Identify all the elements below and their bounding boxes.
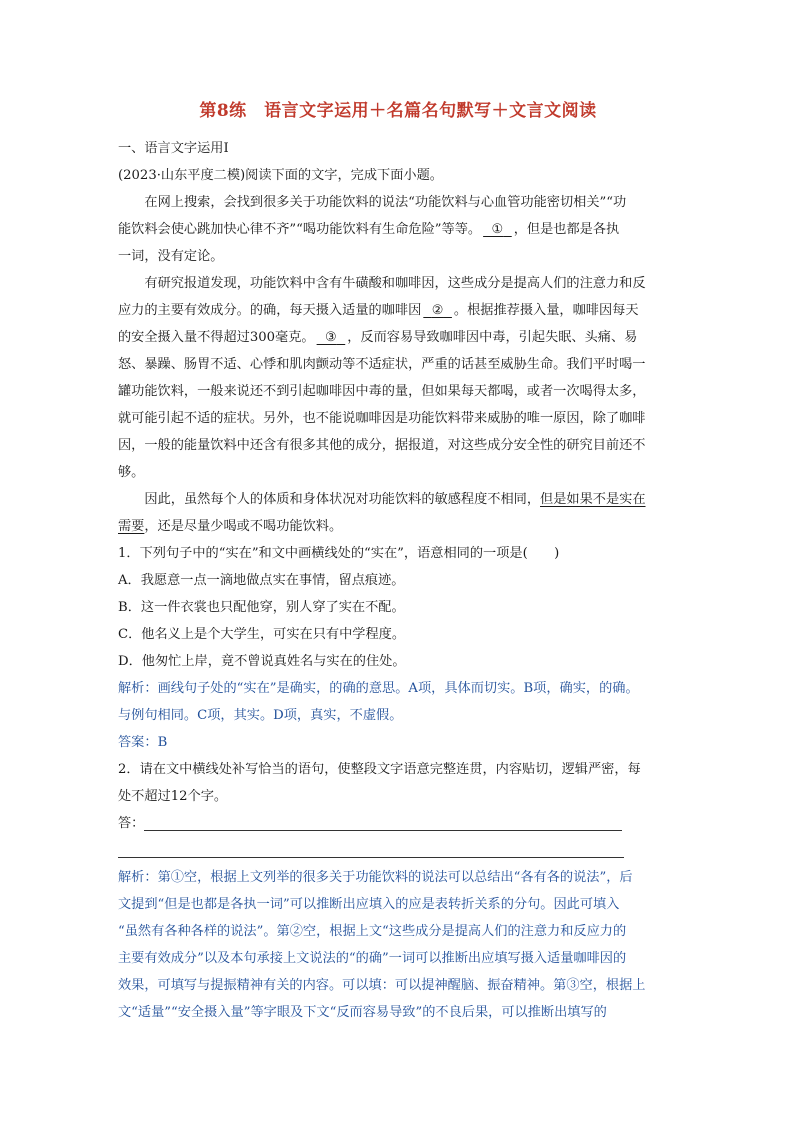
paragraph-2-line-8: 够。 xyxy=(118,465,145,480)
answer-blank-line-1 xyxy=(144,830,622,831)
question-2-analysis-line-2: 文提到“但是也都是各执一词”可以推断出应填入的应是表转折关系的分句。因此可填入 xyxy=(118,897,620,912)
paragraph-3-line-1 xyxy=(118,486,678,513)
question-2-stem-line-2: 处不超过12个字。 xyxy=(118,789,228,804)
paragraph-2-text: 应力的主要有效成分。的确，每天摄入适量的咖啡因 xyxy=(118,303,422,318)
question-2-analysis-line-6: 文“适量”“安全摄入量”等字眼及下文“反而容易导致”的不良后果，可以推断出填写的 xyxy=(118,1005,607,1020)
question-1-analysis-line-1 xyxy=(118,675,678,702)
question-2-analysis-line-5: 效果，可填写与提振精神有关的内容。可以填：可以提神醒脑、振奋精神。第③空，根据上 xyxy=(118,978,646,993)
blank-2-label: ② xyxy=(431,303,444,318)
question-2-stem-line-1: 2．请在文中横线处补写恰当的语句，使整段文字语意完整连贯，内容贴切，逻辑严密，每 xyxy=(118,762,641,777)
question-2-analysis-line-3: “虽然有各种各样的说法”。第②空，根据上文“这些成分是提高人们的注意力和反应力的 xyxy=(118,924,627,939)
page-title: 第8练 语言文字运用＋名篇名句默写＋文言文阅读 xyxy=(199,101,597,121)
answer-label: 答案： xyxy=(118,735,158,750)
blank-3-label: ③ xyxy=(325,330,337,345)
document-page xyxy=(118,96,678,1026)
paragraph-2-text-c: 的安全摄入量不得超过300毫克。 xyxy=(118,330,315,345)
question-2-answer-row xyxy=(118,810,678,837)
paragraph-2-line-6: 就可能引起不适的症状。另外，也不能说咖啡因是功能饮料带来威胁的唯一原因，除了咖啡 xyxy=(118,411,646,426)
paragraph-1-text: 能饮料会使心跳加快心律不齐”“喝功能饮料有生命危险”等等。 xyxy=(118,222,482,237)
paragraph-3-text-b: ，还是尽量少喝或不喝功能饮料。 xyxy=(144,519,343,534)
paragraph-1-text-b: ，但是也都是各执 xyxy=(513,222,620,237)
paragraph-3-line-2 xyxy=(118,513,678,540)
question-1-answer xyxy=(118,729,678,756)
question-1-stem: 1．下列句子中的“实在”和文中画横线处的“实在”，语意相同的一项是( ) xyxy=(118,546,560,561)
blank-2 xyxy=(421,303,454,318)
analysis-label-2: 解析： xyxy=(118,870,158,885)
question-1-option-b: B．这一件衣裳也只配他穿，别人穿了实在不配。 xyxy=(118,600,405,615)
paragraph-2-line-5: 罐功能饮料，一般来说还不到引起咖啡因中毒的量，但如果每天都喝，或者一次喝得太多， xyxy=(118,384,646,399)
blank-3 xyxy=(315,330,348,345)
paragraph-2-line-3 xyxy=(118,324,678,351)
paragraph-2-line-7: 因，一般的能量饮料中还含有很多其他的成分，据报道，对这些成分安全性的研究目前还不 xyxy=(118,438,646,453)
blank-1 xyxy=(481,222,514,237)
analysis-text: 画线句子处的“实在”是确实，的确的意思。A项，具体而切实。B项，确实，的确。 xyxy=(157,681,639,696)
question-1-option-a: A．我愿意一点一滴地做点实在事情，留点痕迹。 xyxy=(118,573,405,588)
source-line: (2023·山东平度二模)阅读下面的文字，完成下面小题。 xyxy=(118,168,443,183)
question-2-analysis-line-4: 主要有效成分”以及本句承接上文说法的“的确”一词可以推断出应填写摄入适量咖啡因的 xyxy=(118,951,627,966)
paragraph-3-text: 因此，虽然每个人的体质和身体状况对功能饮料的敏感程度不相同， xyxy=(144,492,541,507)
analysis-label: 解析： xyxy=(118,681,158,696)
answer-value: B xyxy=(157,735,168,750)
question-1-analysis-line-2: 与例句相同。C项，其实。D项，真实，不虚假。 xyxy=(118,708,403,723)
paragraph-1-line-1: 在网上搜索，会找到很多关于功能饮料的说法“功能饮料与心血管功能密切相关”“功 xyxy=(144,195,627,210)
blank-1-label: ① xyxy=(491,222,504,237)
answer-prompt: 答： xyxy=(118,816,145,831)
section-heading: 一、语言文字运用Ⅰ xyxy=(118,141,229,156)
question-2-answer-row-2 xyxy=(118,837,678,864)
paragraph-2-text-d: ，反而容易导致咖啡因中毒，引起失眠、头痛、易 xyxy=(347,330,638,345)
question-2-analysis-line-1 xyxy=(118,864,678,891)
question-1-option-d: D．他匆忙上岸，竟不曾说真姓名与实在的住处。 xyxy=(118,654,406,669)
paragraph-2-line-1: 有研究报道发现，功能饮料中含有牛磺酸和咖啡因，这些成分是提高人们的注意力和反 xyxy=(144,276,646,291)
question-1-option-c: C．他名义上是个大学生，可实在只有中学程度。 xyxy=(118,627,406,642)
underlined-sentence-part-1: 但是如果不是实在 xyxy=(540,492,646,507)
paragraph-2-line-4: 怒、暴躁、肠胃不适、心悸和肌肉颤动等不适症状，严重的话甚至威胁生命。我们平时喝一 xyxy=(118,357,646,372)
analysis-text-2: 第①空，根据上文列举的很多关于功能饮料的说法可以总结出“各有各的说法”，后 xyxy=(157,870,633,885)
paragraph-1-line-3: 一词，没有定论。 xyxy=(118,249,224,264)
underlined-sentence-part-2: 需要 xyxy=(118,519,145,534)
answer-blank-line-2 xyxy=(118,857,624,858)
paragraph-1-line-2 xyxy=(118,216,678,243)
paragraph-2-text-b: 。根据推荐摄入量，咖啡因每天 xyxy=(453,303,639,318)
paragraph-2-line-2 xyxy=(118,297,678,324)
